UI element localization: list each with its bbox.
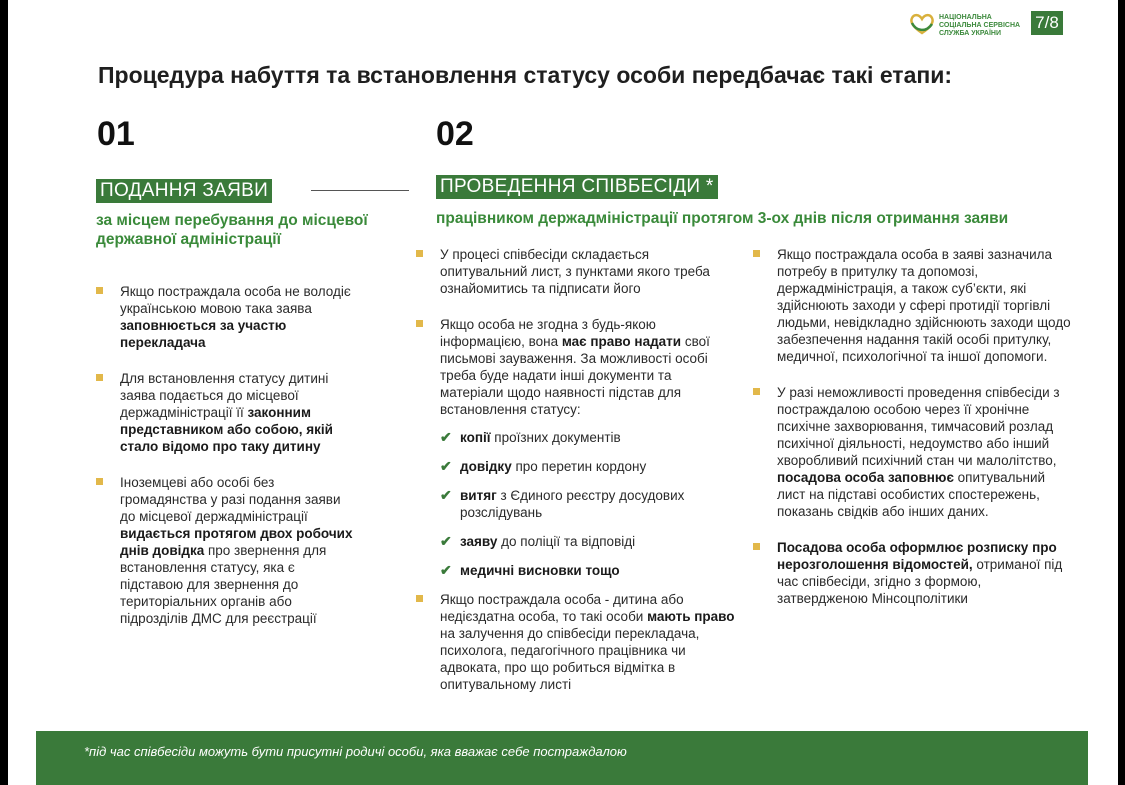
stage-2-number: 02 xyxy=(436,115,474,153)
page-number: 7/8 xyxy=(1031,11,1063,35)
list-item: У разі неможливості проведення співбесіди з постраждалою особою через її хронічне психічне захворювання, тимчасовий розлад психічної діяльності, недоумство або інший хворобливий психічний стан чи малолітство, посадова особа заповнює опитувальний лист на підставі особистих спостережень, показань свідків або інших даних. xyxy=(753,384,1073,520)
list-item: Якщо постраждала особа не володіє українською мовою така заява заповнюється за участю перекладача xyxy=(96,283,356,351)
square-bullet-icon xyxy=(416,320,423,327)
stage-1-number: 01 xyxy=(97,115,135,153)
page-title: Процедура набуття та встановлення статусу особи передбачає такі етапи: xyxy=(98,62,953,88)
check-icon: ✔ xyxy=(440,533,452,549)
check-item: ✔ копії проїзних документів xyxy=(440,429,621,445)
list-item: Якщо постраждала особа в заяві зазначила потребу в притулку та допомозі, держадміністрація, а також суб’єкти, які здійснюють заходи у сфері протидії торгівлі людьми, невідкладно здійснюють заходи щодо забезпечення надання такій особі притулку, медичної, психологічної та іншої допомоги. xyxy=(753,246,1073,365)
list-item: Посадова особа оформлює розписку про нерозголошення відомостей, отриманої під час співбесіди, згідно з формою, затвердженою Мінсоцполітики xyxy=(753,539,1073,607)
stage-2-subtitle: працівником держадміністрації протягом 3-ох днів після отримання заяви xyxy=(436,210,1009,227)
footer-banner xyxy=(36,731,1088,785)
list-item: Для встановлення статусу дитині заява подається до місцевої держадміністрації її законним представником або собою, якій стало відомо про таку дитину xyxy=(96,370,356,455)
list-item: Іноземцеві або особі без громадянства у разі подання заяви до місцевої держадміністрації видається протягом двох робочих днів довідка про звернення для встановлення статусу, яка є підставою для звернення до територіальних органів або підрозділів ДМС для реєстрації xyxy=(96,474,356,627)
footer-note: *під час співбесіди можуть бути присутні родичі особи, яка вважає себе постраждалою xyxy=(84,744,627,759)
square-bullet-icon xyxy=(753,543,760,550)
stage-1-subtitle: за місцем перебування до місцевої державної адміністрації xyxy=(96,212,368,248)
check-icon: ✔ xyxy=(440,458,452,474)
list-item: Якщо постраждала особа - дитина або недієздатна особа, то такі особи мають право на залучення до співбесіди перекладача, психолога, педагогічного працівника чи адвоката, про що робиться відмітка в опитувальному листі xyxy=(416,591,736,693)
square-bullet-icon xyxy=(753,250,760,257)
heart-logo-icon xyxy=(909,12,935,36)
check-icon: ✔ xyxy=(440,487,452,503)
stage-2-label: ПРОВЕДЕННЯ СПІВБЕСІДИ * xyxy=(436,175,718,199)
stage-1-label: ПОДАННЯ ЗАЯВИ xyxy=(96,179,272,203)
stage-2-list-right xyxy=(753,246,1073,626)
stage-2-list-left xyxy=(416,246,736,712)
check-icon: ✔ xyxy=(440,429,452,445)
connector-line xyxy=(311,190,409,191)
list-item: У процесі співбесіди складається опитувальний лист, з пунктами якого треба ознайомитись та підписати його xyxy=(416,246,736,297)
square-bullet-icon xyxy=(96,478,103,485)
square-bullet-icon xyxy=(416,595,423,602)
list-item: Якщо особа не згодна з будь-якою інформацією, вона має право надати свої письмові зауваження. За можливості особі треба буде надати інші документи та матеріали щодо наявності підстав для встановлення статусу: ✔ копії проїзних документів ✔ довідку про перетин кордону ✔ витяг з Єдиного реєстру досудових розслідувань ✔ заяву до поліції та відповіді ✔ медичні висновки тощо xyxy=(416,316,736,579)
check-item: ✔ заяву до поліції та відповіді xyxy=(440,533,636,549)
square-bullet-icon xyxy=(96,287,103,294)
logo-text: НАЦІОНАЛЬНА СОЦІАЛЬНА СЕРВІСНА СЛУЖБА УКРАЇНИ xyxy=(939,14,1021,37)
check-item: ✔ медичні висновки тощо xyxy=(440,562,620,578)
check-icon: ✔ xyxy=(440,562,452,578)
slide xyxy=(8,0,1118,785)
logo xyxy=(909,12,1029,38)
stage-1-list xyxy=(96,283,356,646)
check-item: ✔ довідку про перетин кордону xyxy=(440,458,647,474)
square-bullet-icon xyxy=(96,374,103,381)
square-bullet-icon xyxy=(416,250,423,257)
check-item: ✔ витяг з Єдиного реєстру досудових розслідувань xyxy=(440,487,685,520)
square-bullet-icon xyxy=(753,388,760,395)
